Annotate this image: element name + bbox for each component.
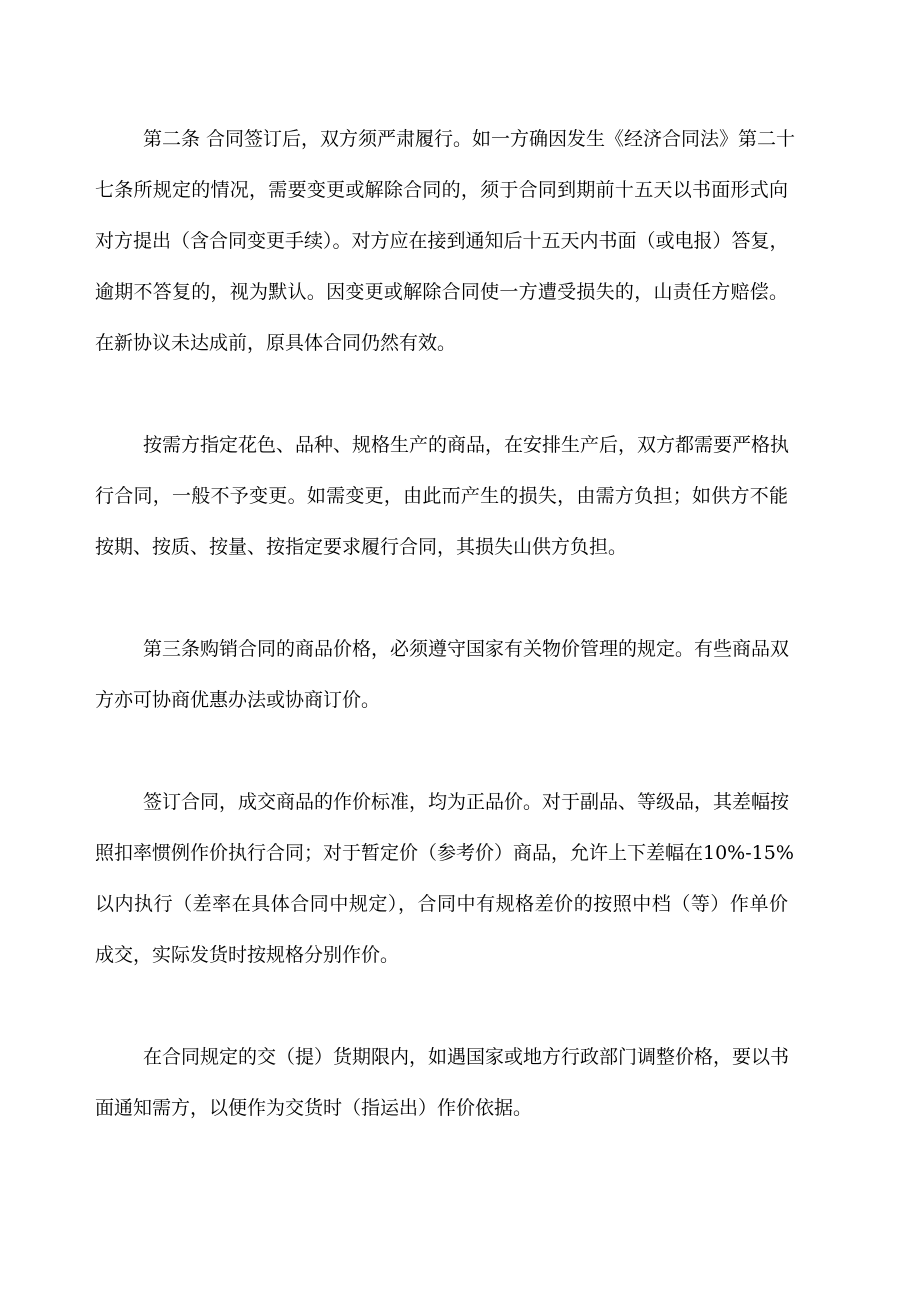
paragraph-pricing-standard — [95, 777, 794, 981]
paragraph-price-adjustment — [95, 1032, 788, 1134]
text-line: 行合同，一般不予变更。如需变更，由此而产生的损失，由需方负担；如供方不能 — [95, 485, 788, 507]
text-line: 逾期不答复的，视为默认。因变更或解除合同使一方遭受损失的，山责任方赔偿。 — [95, 281, 788, 303]
text-line: 方亦可协商优惠办法或协商订价。 — [95, 689, 381, 711]
document-text-block — [95, 114, 796, 1134]
text-line: 以内执行（差率在具体合同中规定），合同中有规格差价的按照中档（等）作单价 — [95, 893, 788, 915]
paragraph-clause-2 — [95, 114, 796, 369]
text-line: 在合同规定的交（提）货期限内，如遇国家或地方行政部门调整价格，要以书 — [143, 1046, 790, 1068]
paragraph-custom-goods — [95, 420, 788, 573]
text-line: 成交，实际发货时按规格分别作价。 — [95, 944, 400, 966]
text-line: 按期、按质、按量、按指定要求履行合同，其损失山供方负担。 — [95, 536, 628, 558]
paragraph-clause-3 — [95, 624, 788, 726]
text-line: 签订合同，成交商品的作价标准，均为正品价。对于副品、等级品，其差幅按 — [143, 791, 790, 813]
text-line: 第三条购销合同的商品价格，必须遵守国家有关物价管理的规定。有些商品双 — [143, 638, 790, 660]
text-line: 七条所规定的情况，需要变更或解除合同的，须于合同到期前十五天以书面形式向 — [95, 179, 788, 201]
text-line: 照扣率惯例作价执行合同；对于暂定价（参考价）商品，允许上下差幅在10%-15% — [95, 842, 794, 864]
text-line: 面通知需方，以便作为交货时（指运出）作价依据。 — [95, 1097, 533, 1119]
text-line: 对方提出（含合同变更手续）。对方应在接到通知后十五天内书面（或电报）答复， — [95, 230, 789, 252]
text-line: 在新协议未达成前，原具体合同仍然有效。 — [95, 332, 457, 354]
text-line: 第二条 合同签订后，双方须严肃履行。如一方确因发生《经济合同法》第二十 — [143, 128, 796, 150]
text-line: 按需方指定花色、品种、规格生产的商品，在安排生产后，双方都需要严格执 — [143, 434, 790, 456]
